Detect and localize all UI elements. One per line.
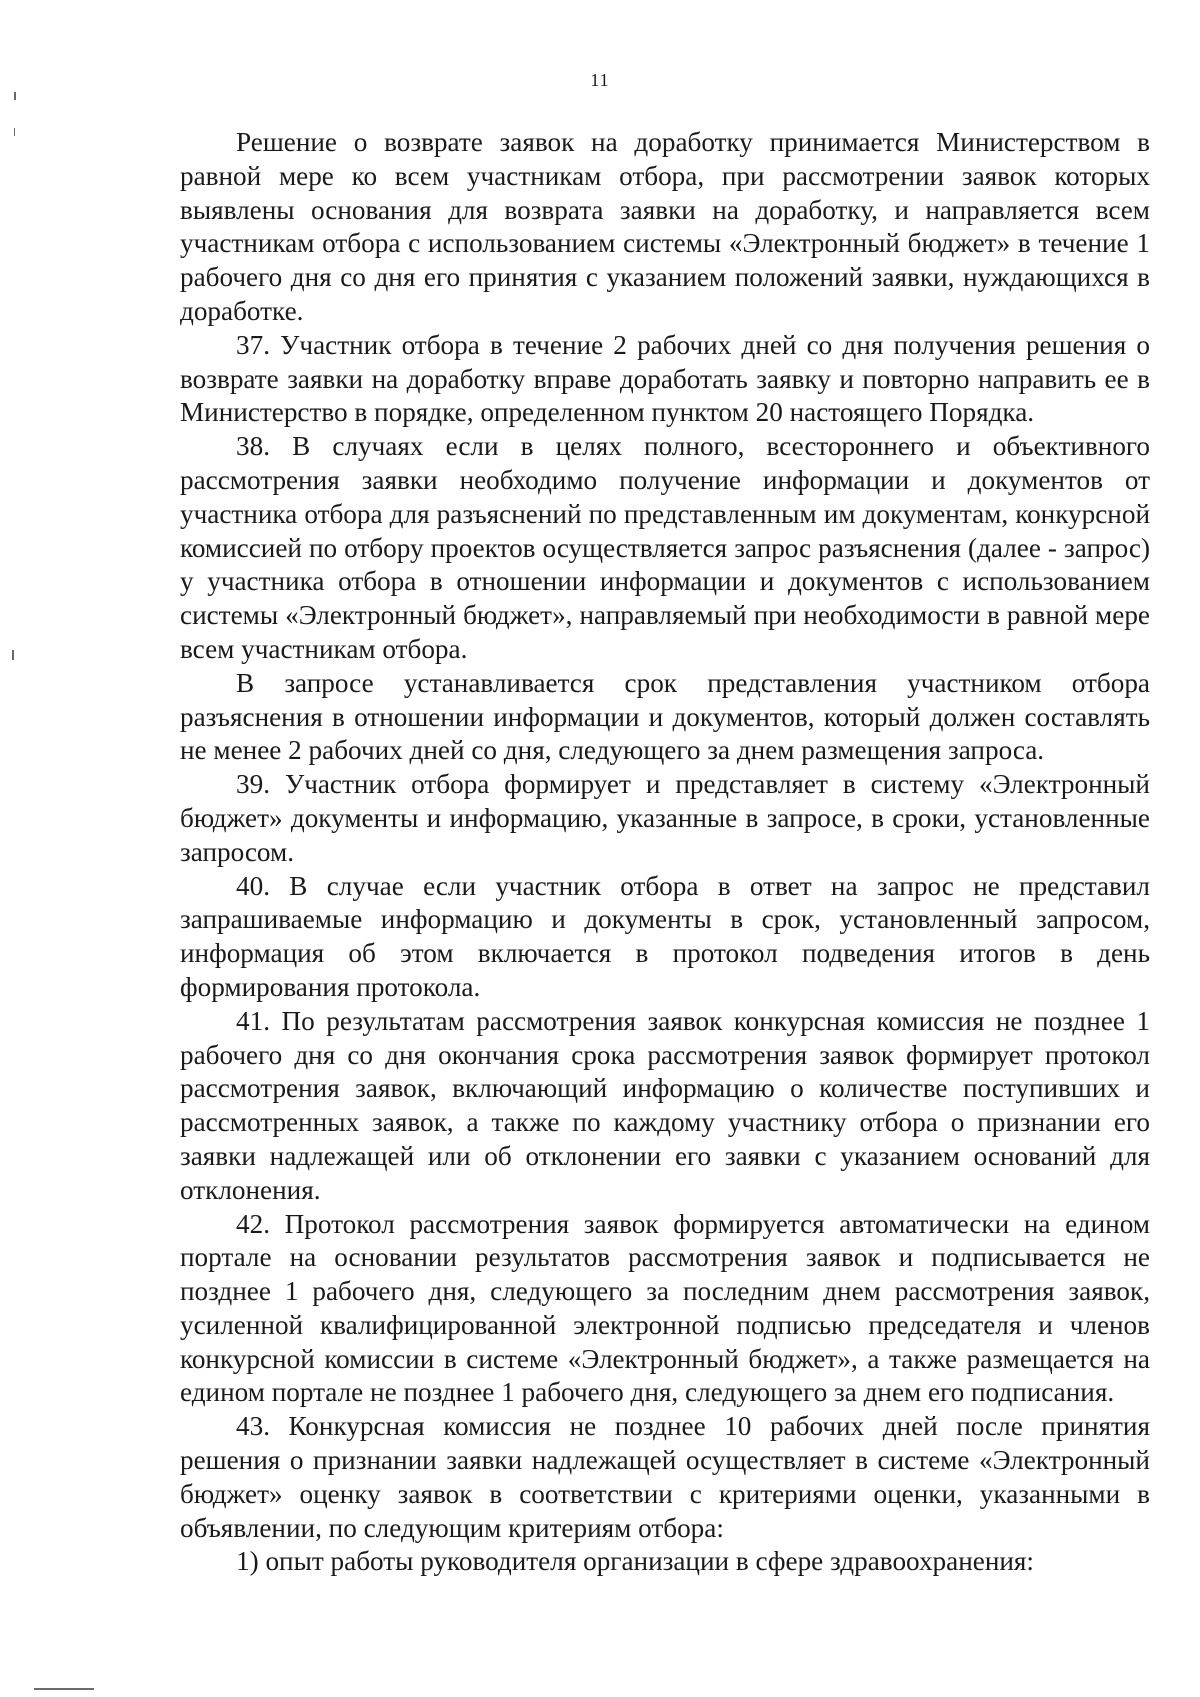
page-number: 11 — [590, 70, 610, 90]
scan-mark-left-3 — [12, 650, 14, 660]
paragraph-return-decision: Решение о возврате заявок на доработку принимается Министерством в равной мере ко всем участникам отбора, при рассмотрении заявок которых выявлены основания для возврата заявки на доработку, и направляется всем участникам отбора с использованием системы «Электронный бюджет» в течение 1 рабочего дня со дня его принятия с указанием положений заявки, нуждающихся в доработке. — [180, 127, 1150, 326]
list-item-criterion-1: 1) опыт работы руководителя организации в сфере здравоохранения: — [236, 1546, 1034, 1577]
paragraph-38: 38. В случаях если в целях полного, всестороннего и объективного рассмотрения заявки необходимо получение информации и документов от участника отбора для разъяснений по представленным им документам, конкурсной комиссией по отбору проектов осуществляется запрос разъяснения (далее - запрос) у участника отбора в отношении информации и документов с использованием системы «Электронный бюджет», направляемый при необходимости в равной мере всем участникам отбора. — [180, 431, 1150, 664]
scan-mark-bottom — [34, 1688, 94, 1690]
paragraph-43: 43. Конкурсная комиссия не позднее 10 рабочих дней после принятия решения о признании заявки надлежащей осуществляет в системе «Электронный бюджет» оценку заявок в соответствии с критериями оценки, указанными в объявлении, по следующим критериям отбора: — [180, 1411, 1150, 1543]
paragraph-39: 39. Участник отбора формирует и представляет в систему «Электронный бюджет» документы и информацию, указанные в запросе, в сроки, установленные запросом. — [180, 769, 1150, 867]
document-body — [180, 126, 1150, 1579]
paragraph-37: 37. Участник отбора в течение 2 рабочих дней со дня получения решения о возврате заявки на доработку вправе доработать заявку и повторно направить ее в Министерство в порядке, определенном пунктом 20 настоящего Порядка. — [180, 329, 1150, 428]
scan-mark-left-1 — [14, 92, 16, 100]
paragraph-42: 42. Протокол рассмотрения заявок формируется автоматически на едином портале на основании результатов рассмотрения заявок и подписывается не позднее 1 рабочего дня, следующего за последним днем рассмотрения заявок, усиленной квалифицированной электронной подписью председателя и членов конкурсной комиссии в системе «Электронный бюджет», а также размещается на едином портале не позднее 1 рабочего дня, следующего за днем его подписания. — [180, 1208, 1150, 1408]
paragraph-40: 40. В случае если участник отбора в ответ на запрос не представил запрашиваемые информацию и документы в срок, установленный запросом, информация об этом включается в протокол подведения итогов в день формирования протокола. — [180, 870, 1150, 1002]
paragraph-request-deadline: В запросе устанавливается срок представления участником отбора разъяснения в отношении информации и документов, который должен составлять не менее 2 рабочих дней со дня, следующего за днем размещения запроса. — [180, 667, 1150, 766]
paragraph-41: 41. По результатам рассмотрения заявок конкурсная комиссия не позднее 1 рабочего дня со дня окончания срока рассмотрения заявок формирует протокол рассмотрения заявок, включающий информацию о количестве поступивших и рассмотренных заявок, а также по каждому участнику отбора о признании его заявки надлежащей или об отклонении его заявки с указанием оснований для отклонения. — [180, 1005, 1150, 1205]
scan-mark-left-2 — [14, 128, 15, 136]
